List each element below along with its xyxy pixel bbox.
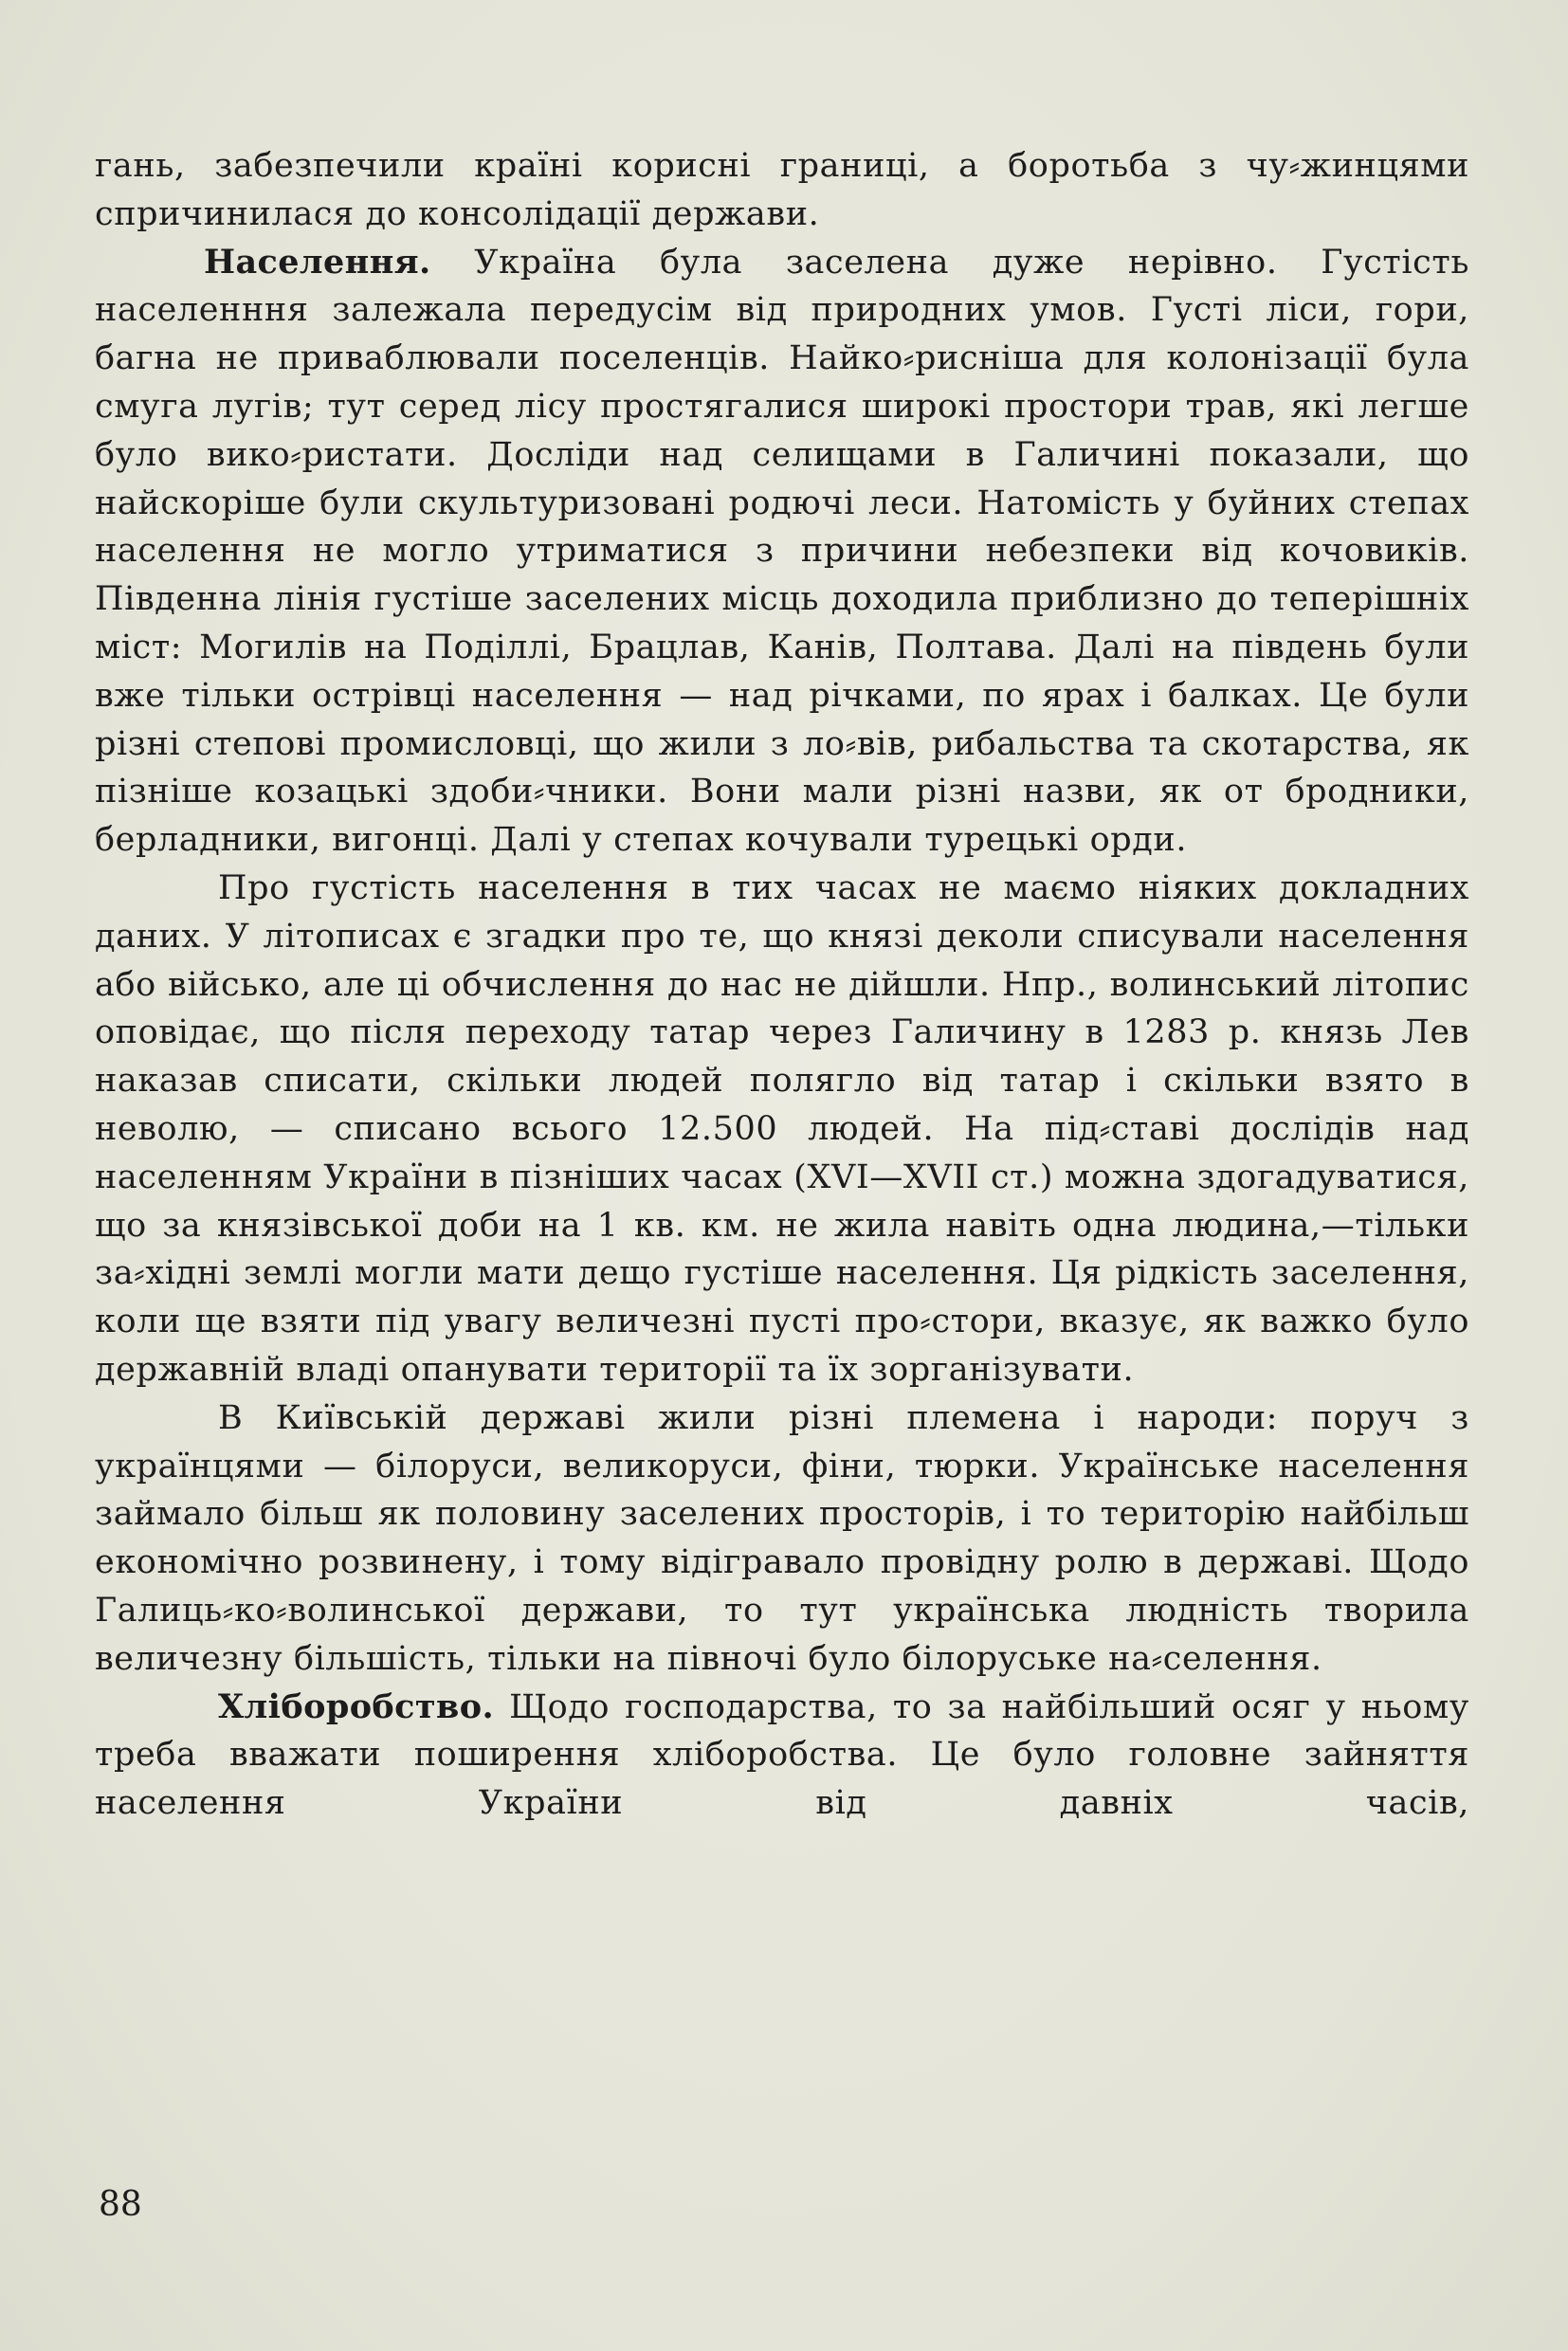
paragraph-population bbox=[95, 239, 1469, 865]
paragraph-continuation: гань, забезпечили країні корисні границі, а боротьба з чу⸗жинцями спричинилася до консолідації держави. bbox=[95, 147, 1469, 233]
paragraph-peoples: В Київській державі жили різні племена і народи: поруч з українцями — білоруси, великоруси, фіни, тюрки. Українське населення займало більш як половину заселених просторів, і то територію найбільш економічно розвинену, і тому відігравало провідну ролю в державі. Щодо Галиць⸗ко⸗волинської держави, то тут українська людність творила величезну більшість, тільки на півночі було білоруське на⸗селення. bbox=[95, 1398, 1469, 1678]
paragraph-population-text: Україна була заселена дуже нерівно. Густість населенння залежала передусім від природних умов. Густі ліси, гори, багна не приваблювали поселенців. Найко⸗рисніша для колонізації була смуга лугів; тут серед лісу простягалися широкі простори трав, які легше було вико⸗ристати. Досліди над селищами в Галичині показали, що найскоріше були скультуризовані родючі леси. Натомість у буйних степах населення не могло утриматися з причини небезпеки від кочовиків. Південна лінія густіше заселених місць доходила приблизно до теперішніх міст: Могилів на Поділлі, Брацлав, Канів, Полтава. Далі на південь були вже тільки острівці населення — над річками, по ярах і балках. Це були різні степові промисловці, що жили з ло⸗вів, рибальства та скотарства, як пізніше козацькі здоби⸗чники. Вони мали різні назви, як от бродники, берладники, вигонці. Далі у степах кочували турецькі орди. bbox=[95, 243, 1469, 860]
body-text bbox=[95, 142, 1469, 1828]
section-heading-agriculture: Хліборобство. bbox=[218, 1686, 495, 1726]
page-number: 88 bbox=[99, 2185, 142, 2224]
paragraph-density: Про густість населення в тих часах не маємо ніяких докладних даних. У літописах є згадки про те, що князі деколи списували населення або військо, але ці обчислення до нас не дійшли. Нпр., волинський літопис оповідає, що після переходу татар через Галичину в 1283 р. князь Лев наказав списати, скільки людей полягло від татар і скільки взято в неволю, — списано всього 12.500 людей. На під⸗ставі дослідів над населенням України в пізніших часах (XVI—XVII ст.) можна здогадуватися, що за князівської доби на 1 кв. км. не жила навіть одна людина,—тільки за⸗хідні землі могли мати дещо густіше населення. Ця рідкість заселення, коли ще взяти під увагу величезні пусті про⸗стори, вказує, як важко було державній владі опанувати території та їх зорганізувати. bbox=[95, 868, 1469, 1389]
paragraph-agriculture bbox=[95, 1684, 1469, 1828]
paragraph-agriculture-text: Щодо господарства, то за найбільший осяг у ньому треба вважати поширення хліборобства. Це було головне зайняття населення України від давніх часів, bbox=[95, 1687, 1469, 1823]
section-heading-population: Населення. bbox=[204, 242, 431, 282]
